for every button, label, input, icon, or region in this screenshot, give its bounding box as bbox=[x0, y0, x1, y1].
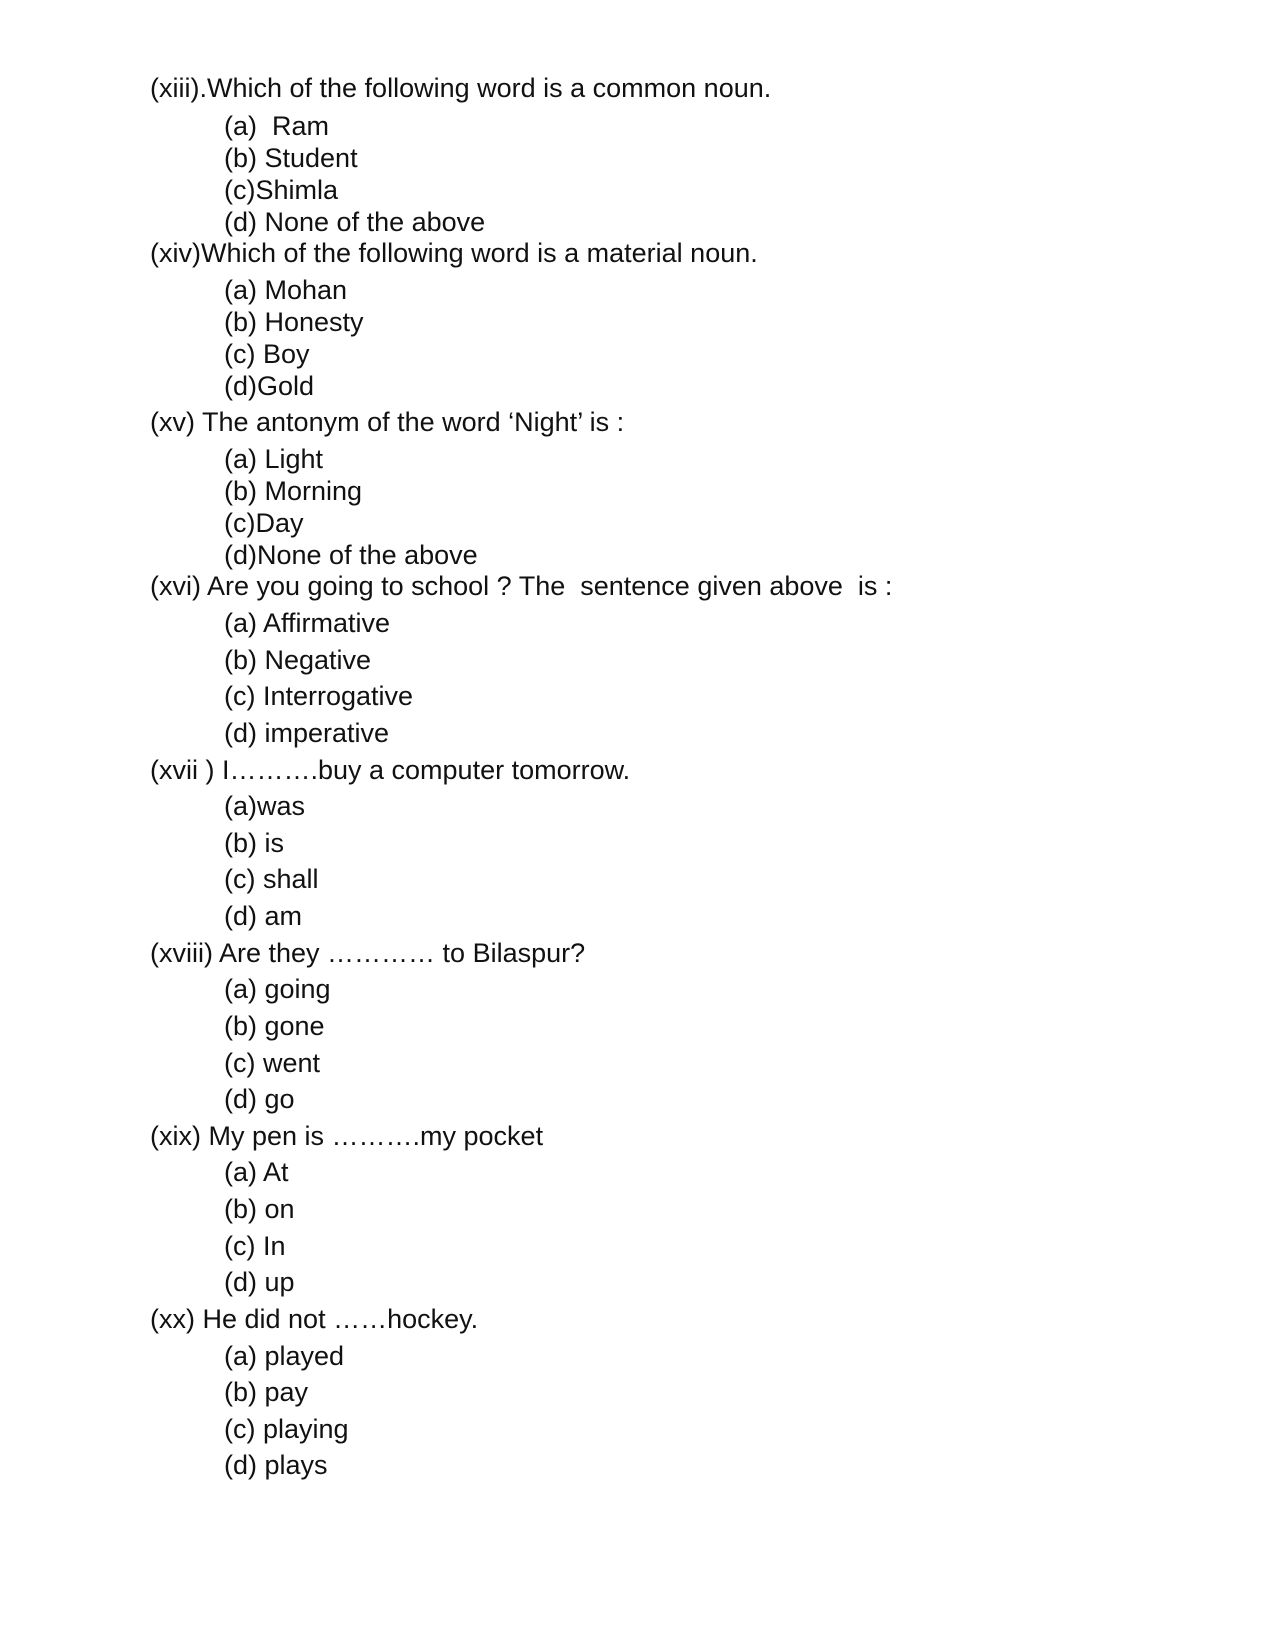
answer-option: (a) Light bbox=[224, 444, 324, 474]
answer-option: (a)was bbox=[224, 791, 306, 821]
question-text: (xvi) Are you going to school ? The sentence given above is : bbox=[150, 571, 893, 601]
question-text: (xvii ) I……….buy a computer tomorrow. bbox=[150, 755, 631, 785]
answer-option: (d) plays bbox=[224, 1450, 328, 1480]
answer-option: (b) Student bbox=[224, 143, 358, 173]
answer-option: (b) Negative bbox=[224, 645, 372, 675]
answer-option: (a) going bbox=[224, 974, 331, 1004]
answer-option: (d) am bbox=[224, 901, 303, 931]
question-text: (xx) He did not ……hockey. bbox=[150, 1304, 479, 1334]
answer-option: (d) up bbox=[224, 1267, 295, 1297]
answer-option: (b) Honesty bbox=[224, 307, 364, 337]
question-text: (xv) The antonym of the word ‘Night’ is : bbox=[150, 407, 625, 437]
answer-option: (c)Shimla bbox=[224, 175, 339, 205]
answer-option: (c) went bbox=[224, 1048, 321, 1078]
answer-option: (a) Affirmative bbox=[224, 608, 391, 638]
answer-option: (a) Mohan bbox=[224, 275, 348, 305]
question-text: (xiii).Which of the following word is a common noun. bbox=[150, 73, 772, 103]
answer-option: (c) shall bbox=[224, 864, 319, 894]
answer-option: (b) Morning bbox=[224, 476, 363, 506]
answer-option: (d) imperative bbox=[224, 718, 390, 748]
answer-option: (c) playing bbox=[224, 1414, 349, 1444]
answer-option: (c) In bbox=[224, 1231, 286, 1261]
answer-option: (a) Ram bbox=[224, 111, 330, 141]
answer-option: (b) pay bbox=[224, 1377, 309, 1407]
answer-option: (c) Interrogative bbox=[224, 681, 414, 711]
answer-option: (b) on bbox=[224, 1194, 295, 1224]
answer-option: (d) go bbox=[224, 1084, 295, 1114]
question-text: (xix) My pen is ……….my pocket bbox=[150, 1121, 544, 1151]
answer-option: (c)Day bbox=[224, 508, 304, 538]
answer-option: (a) At bbox=[224, 1157, 289, 1187]
answer-option: (b) is bbox=[224, 828, 284, 858]
answer-option: (c) Boy bbox=[224, 339, 310, 369]
answer-option: (d)Gold bbox=[224, 371, 315, 401]
question-text: (xviii) Are they ………… to Bilaspur? bbox=[150, 938, 586, 968]
answer-option: (d)None of the above bbox=[224, 540, 478, 570]
answer-option: (d) None of the above bbox=[224, 207, 486, 237]
answer-option: (a) played bbox=[224, 1341, 345, 1371]
answer-option: (b) gone bbox=[224, 1011, 325, 1041]
question-text: (xiv)Which of the following word is a material noun. bbox=[150, 238, 758, 268]
